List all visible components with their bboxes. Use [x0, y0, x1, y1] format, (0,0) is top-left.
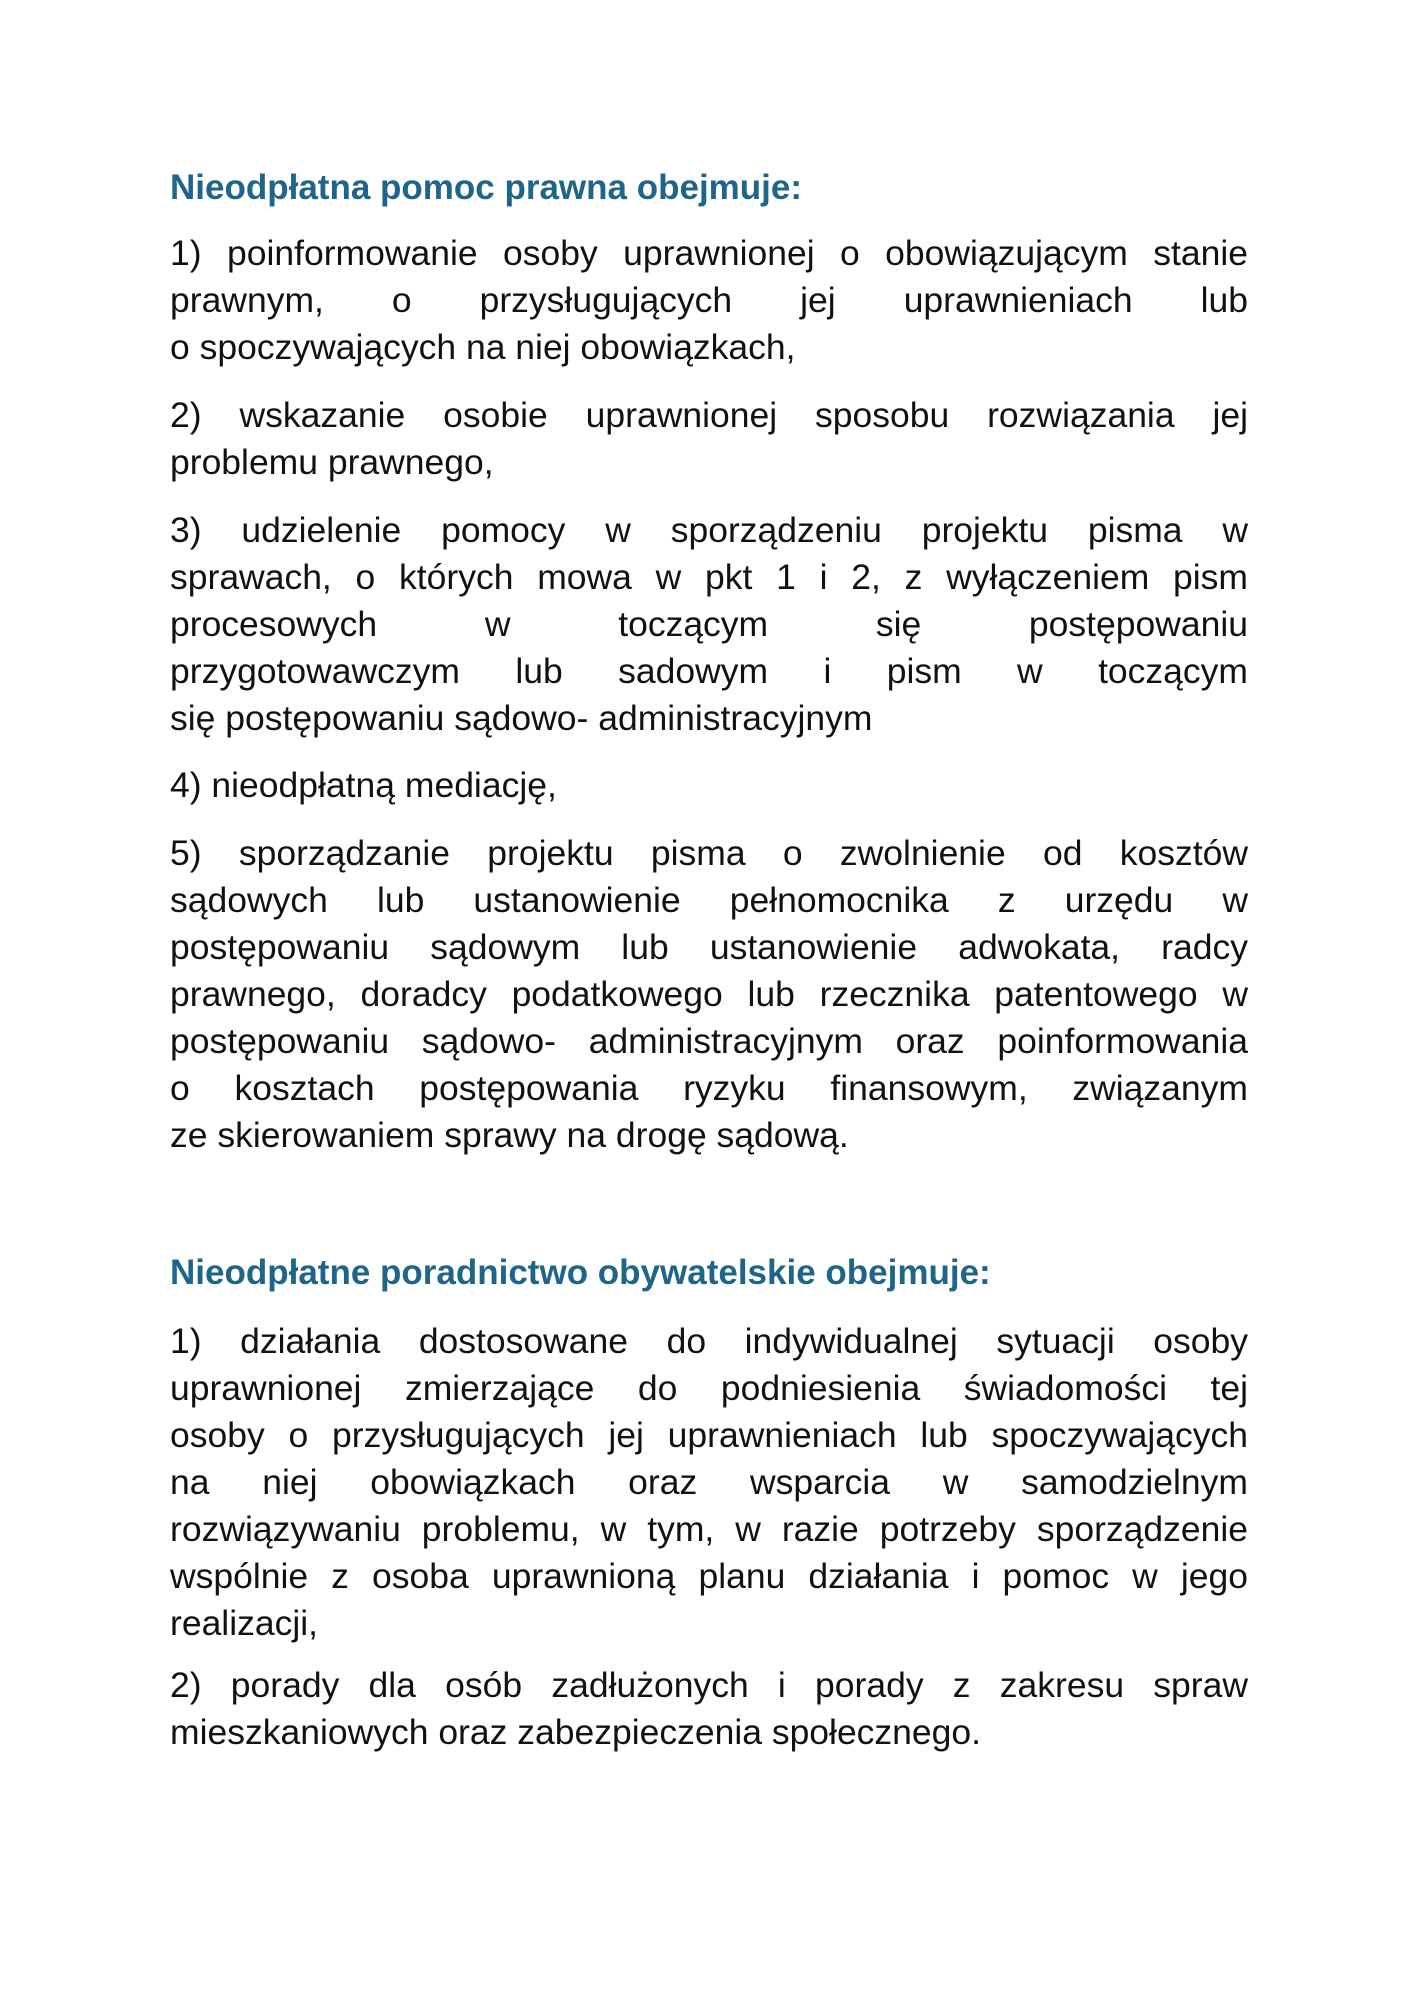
text-line: ze skierowaniem sprawy na drogę sądową.: [170, 1115, 849, 1155]
text-line: 1) działania dostosowane do indywidualnej sytuacji osoby: [170, 1321, 1248, 1361]
list-item-legal-aid-5: [170, 830, 1248, 1159]
text-line: postępowaniu sądowym lub ustanowienie adwokata, radcy: [170, 927, 1248, 967]
text-line: realizacji,: [170, 1603, 318, 1643]
list-item-legal-aid-3: [170, 507, 1248, 742]
text-line: uprawnionej zmierzające do podniesienia świadomości tej: [170, 1368, 1248, 1408]
section-heading-legal-aid: Nieodpłatna pomoc prawna obejmuje:: [170, 168, 803, 207]
text-line: procesowych w toczącym się postępowaniu: [170, 604, 1248, 644]
text-line: osoby o przysługujących jej uprawnieniach lub spoczywających: [170, 1415, 1248, 1455]
text-line: się postępowaniu sądowo- administracyjnym: [170, 698, 873, 738]
text-line: 2) wskazanie osobie uprawnionej sposobu rozwiązania jej: [170, 395, 1248, 435]
text-line: 2) porady dla osób zadłużonych i porady z zakresu spraw: [170, 1665, 1248, 1705]
list-item-legal-aid-1: [170, 230, 1248, 371]
list-item-civic-advice-1: [170, 1318, 1248, 1647]
text-line: o spoczywających na niej obowiązkach,: [170, 327, 796, 367]
text-line: 3) udzielenie pomocy w sporządzeniu projektu pisma w: [170, 510, 1248, 550]
text-line: o kosztach postępowania ryzyku finansowym, związanym: [170, 1068, 1248, 1108]
text-line: 4) nieodpłatną mediację,: [170, 765, 557, 805]
text-line: 5) sporządzanie projektu pisma o zwolnienie od kosztów: [170, 833, 1248, 873]
list-item-civic-advice-2: [170, 1662, 1248, 1756]
text-line: wspólnie z osoba uprawnioną planu działania i pomoc w jego: [170, 1556, 1248, 1596]
text-line: sądowych lub ustanowienie pełnomocnika z urzędu w: [170, 880, 1248, 920]
text-line: postępowaniu sądowo- administracyjnym oraz poinformowania: [170, 1021, 1248, 1061]
list-item-legal-aid-2: [170, 392, 1248, 486]
text-line: 1) poinformowanie osoby uprawnionej o obowiązującym stanie: [170, 233, 1248, 273]
section-heading-civic-advice: Nieodpłatne poradnictwo obywatelskie obejmuje:: [170, 1253, 991, 1292]
text-line: przygotowawczym lub sadowym i pism w toczącym: [170, 651, 1248, 691]
text-line: mieszkaniowych oraz zabezpieczenia społecznego.: [170, 1712, 982, 1752]
text-line: rozwiązywaniu problemu, w tym, w razie potrzeby sporządzenie: [170, 1509, 1248, 1549]
text-line: problemu prawnego,: [170, 442, 494, 482]
list-item-legal-aid-4: [170, 762, 1248, 809]
text-line: prawnego, doradcy podatkowego lub rzecznika patentowego w: [170, 974, 1248, 1014]
text-line: sprawach, o których mowa w pkt 1 i 2, z wyłączeniem pism: [170, 557, 1248, 597]
text-line: prawnym, o przysługujących jej uprawnieniach lub: [170, 280, 1248, 320]
text-line: na niej obowiązkach oraz wsparcia w samodzielnym: [170, 1462, 1248, 1502]
